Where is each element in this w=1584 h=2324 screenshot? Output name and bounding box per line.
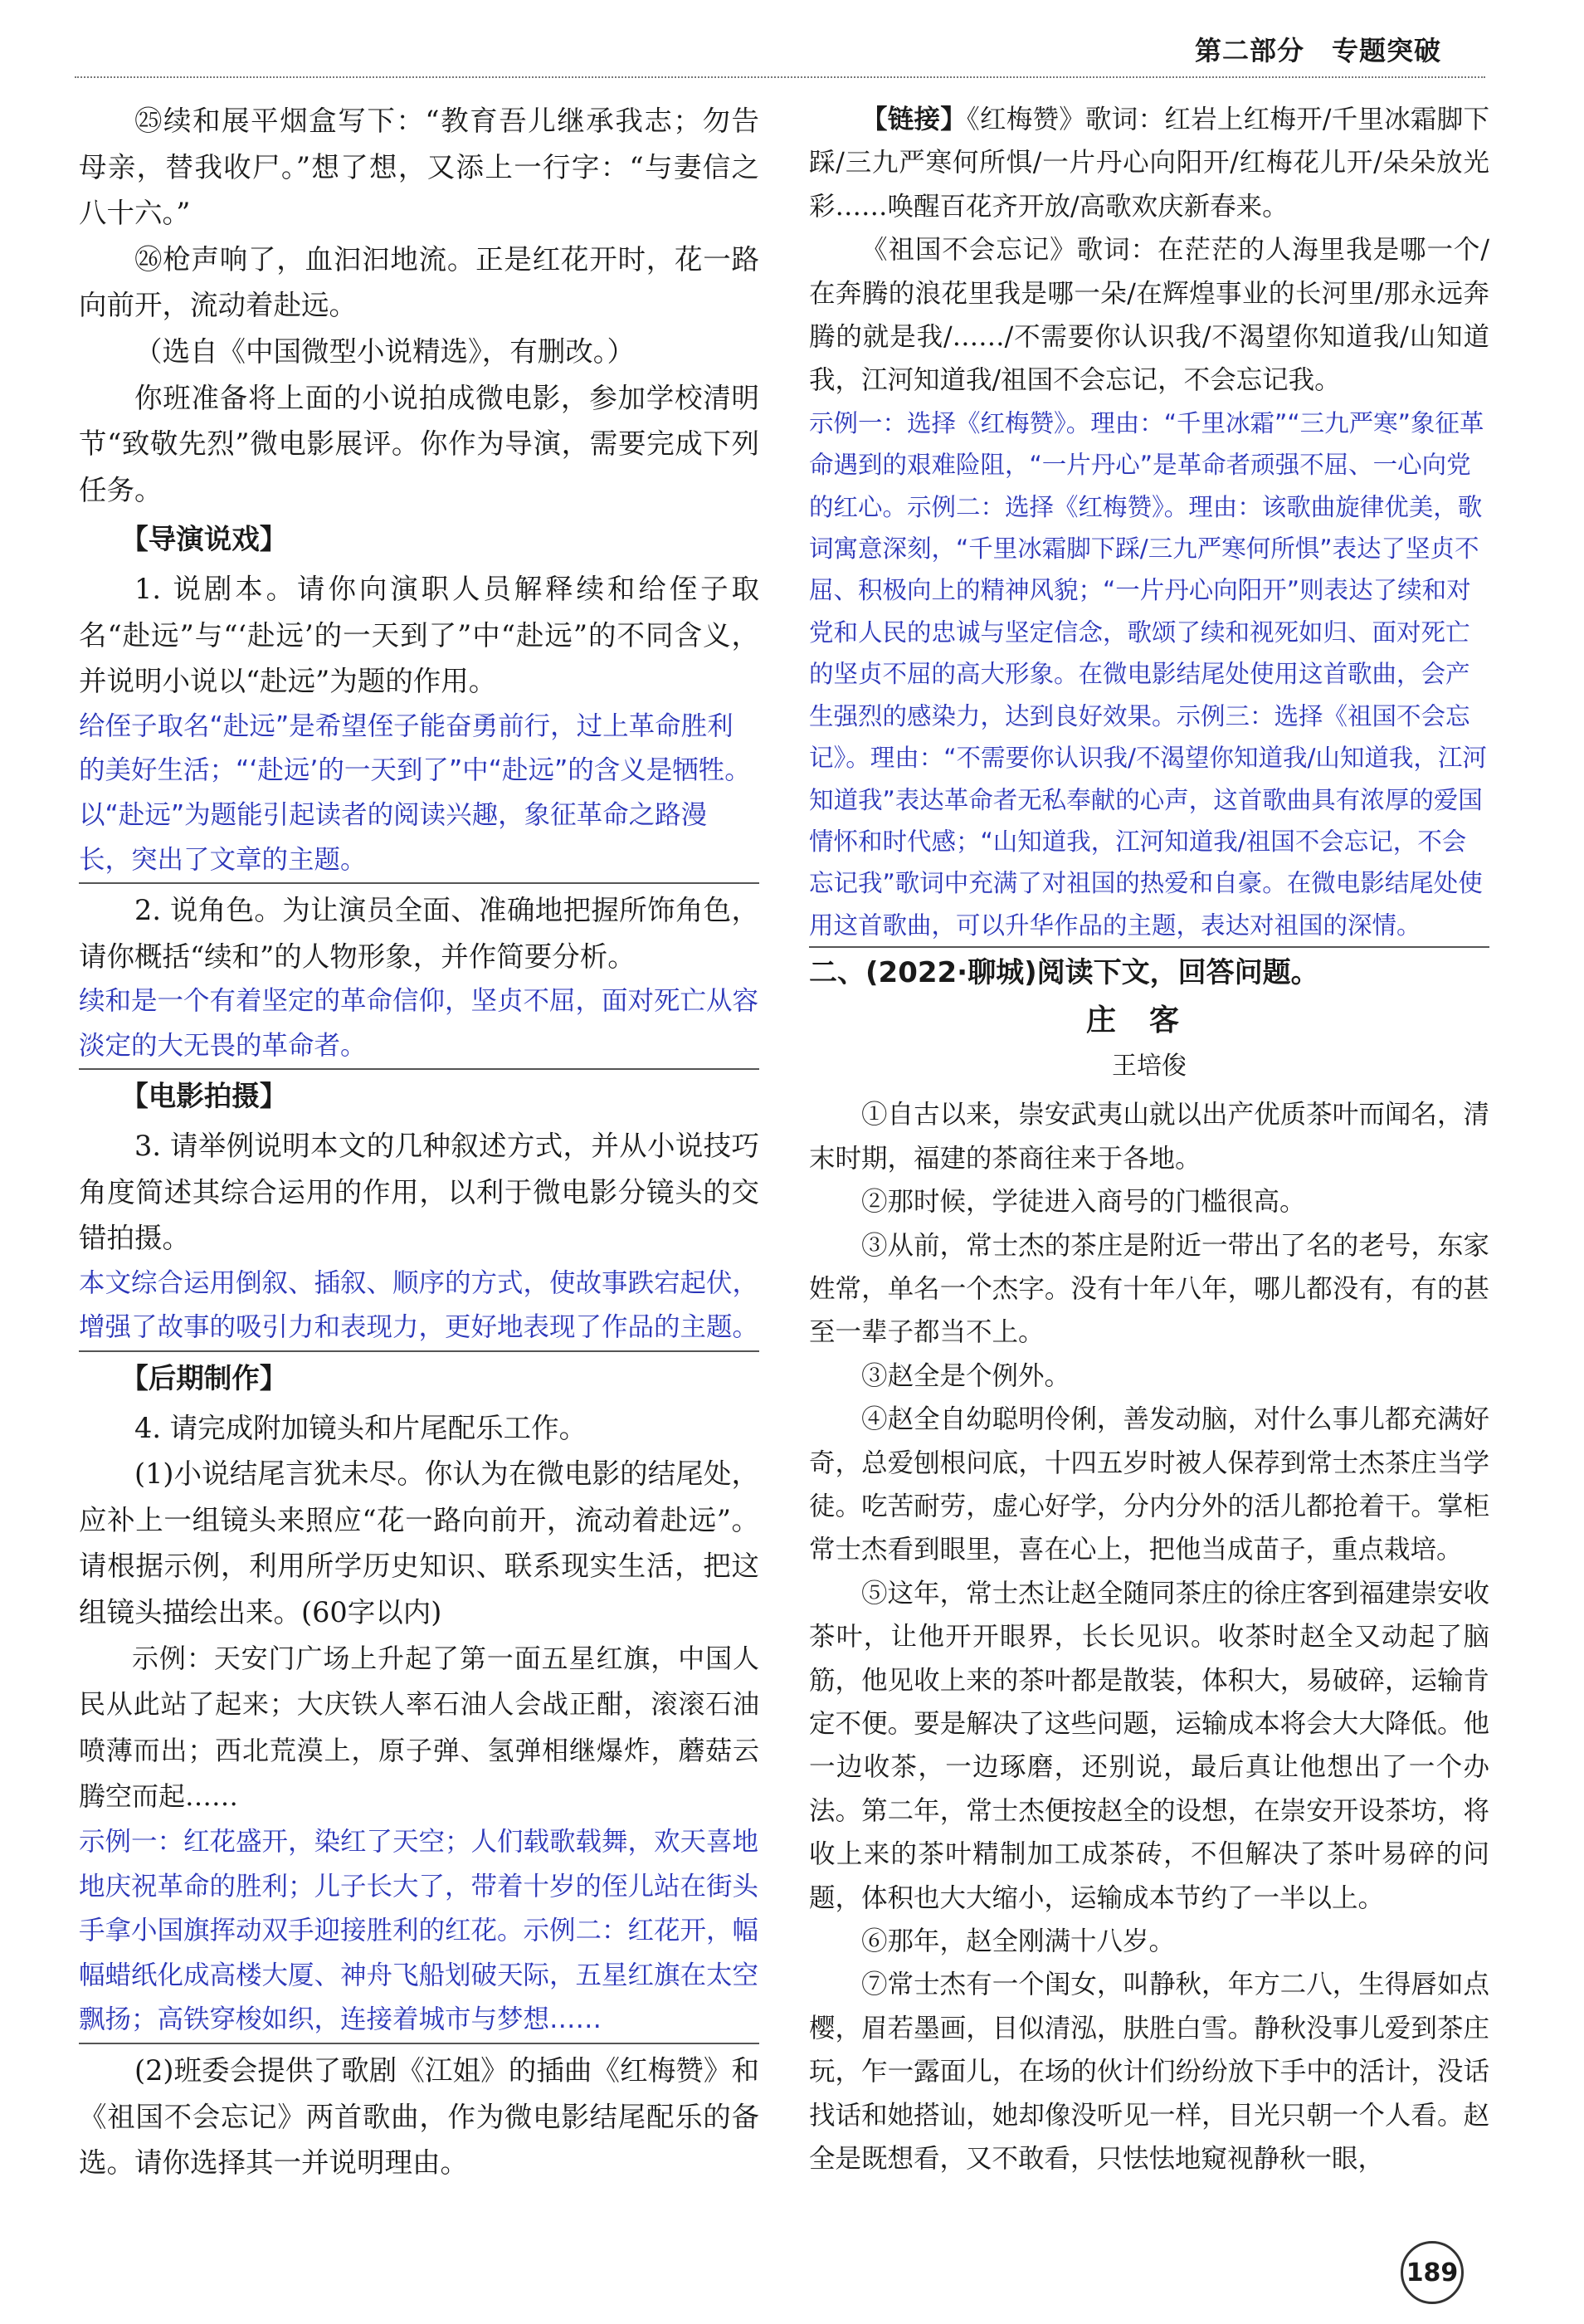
story-paragraph-4: ④赵全自幼聪明伶俐，善发动脑，对什么事儿都充满好奇，总爱刨根问底，十四五岁时被人保荐到常士杰茶庄当学徒。吃苦耐劳，虚心好学，分内分外的活儿都抢着干。掌柜常士杰看到眼里，喜在心上，把他当成苗子，重点栽培。	[809, 1404, 1489, 1565]
right-column	[809, 98, 1489, 2181]
paragraph-25: ㉕续和展平烟盒写下：“教育吾儿继承我志；勿告母亲，替我收尸。”想了想，又添上一行字：“与妻信之八十六。”	[79, 105, 759, 230]
answer-3: 本文综合运用倒叙、插叙、顺序的方式，使故事跌宕起伏，增强了故事的吸引力和表现力，更好地表现了作品的主题。	[79, 1262, 759, 1352]
section-director: 【导演说戏】	[120, 523, 288, 556]
story-paragraph-5: ⑤这年，常士杰让赵全随同茶庄的徐庄客到福建崇安收茶叶，让他开开眼界，长长见识。收茶时赵全又动起了脑筋，他见收上来的茶叶都是散装，体积大，易破碎，运输肯定不便。要是解决了这些问题，运输成本将会大大降低。他一边收茶，一边琢磨，还别说，最后真让他想出了一个办法。第二年，常士杰便按赵全的设想，在崇安开设茶坊，将收上来的茶叶精制加工成茶砖，不但解决了茶叶易碎的问题，体积也大大缩小，运输成本节约了一半以上。	[809, 1578, 1489, 1913]
question-1: 1. 说剧本。请你向演职人员解释续和给侄子取名“赴远”与“‘赴远’的一天到了”中“赴远”的不同含义，并说明小说以“赴远”为题的作用。	[79, 572, 759, 698]
story-paragraph-7: ⑦常士杰有一个闺女，叫静秋，年方二八，生得唇如点樱，眉若墨画，目似清泓，肤胜白雪。静秋没事儿爱到茶庄玩，乍一露面儿，在场的伙计们纷纷放下手中的活计，没话找话和她搭讪，她却像没听见一样，目光只朝一个人看。赵全是既想看，又不敢看，只怯怯地窥视静秋一眼，	[809, 1970, 1489, 2175]
story-paragraph-3b: ③赵全是个例外。	[861, 1360, 1071, 1391]
answer-4-2: 示例一：选择《红梅赞》。理由：“千里冰霜”“三九严寒”象征革命遇到的艰难险阻，“一片丹心”是革命者顽强不屈、一心向党的红心。示例二：选择《红梅赞》。理由：该歌曲旋律优美，歌词寓意深刻，“千里冰霜脚下踩/三九严寒何所惧”表达了坚贞不屈、积极向上的精神风貌；“一片丹心向阳开”则表达了续和对党和人民的忠诚与坚定信念，歌颂了续和视死如归、面对死亡的坚贞不屈的高大形象。在微电影结尾处使用这首歌曲，会产生强烈的感染力，达到良好效果。示例三：选择《祖国不会忘记》。理由：“不需要你认识我/不渴望你知道我/山知道我，江河知道我”表达革命者无私奉献的心声，这首歌曲具有浓厚的爱国情怀和时代感；“山知道我，江河知道我/祖国不会忘记，不会忘记我”歌词中充满了对祖国的热爱和自豪。在微电影结尾处使用这首歌曲，可以升华作品的主题，表达对祖国的深情。	[809, 403, 1489, 948]
question-4: 4. 请完成附加镜头和片尾配乐工作。	[134, 1411, 587, 1444]
link-paragraph-2: 《祖国不会忘记》歌词：在茫茫的人海里我是哪一个/在奔腾的浪花里我是哪一朵/在辉煌事业的长河里/那永远奔腾的就是我/……/不需要你认识我/不渴望你知道我/山知道我，江河知道我/祖国不会忘记，不会忘记我。	[809, 235, 1489, 396]
story-paragraph-6: ⑥那年，赵全刚满十八岁。	[861, 1926, 1176, 1957]
story-author: 王培俊	[1112, 1051, 1187, 1081]
link-label: 【链接】	[861, 105, 967, 134]
story-paragraph-1: ①自古以来，崇安武夷山就以出产优质茶叶而闻名，清末时期，福建的茶商往来于各地。	[809, 1100, 1489, 1174]
section-postproduction: 【后期制作】	[120, 1362, 288, 1395]
answer-2: 续和是一个有着坚定的革命信仰，坚贞不屈，面对死亡从容淡定的大无畏的革命者。	[79, 979, 759, 1070]
question-3: 3. 请举例说明本文的几种叙述方式，并从小说技巧角度简述其综合运用的作用，以利于微电影分镜头的交错拍摄。	[79, 1130, 759, 1255]
left-column	[79, 98, 759, 2186]
paragraph-26: ㉖枪声响了，血汩汩地流。正是红花开时，花一路向前开，流动着赴远。	[79, 242, 759, 322]
question-4-1: (1)小说结尾言犹未尽。你认为在微电影的结尾处，应补上一组镜头来照应“花一路向前开，流动着赴远”。请根据示例，利用所学历史知识、联系现实生活，把这组镜头描绘出来。(60字以内)	[79, 1457, 759, 1628]
header-divider	[75, 76, 1485, 78]
example-text: 示例：天安门广场上升起了第一面五星红旗，中国人民从此站了起来；大庆铁人率石油人会战正酣，滚滚石油喷薄而出；西北荒漠上，原子弹、氢弹相继爆炸，蘑菇云腾空而起……	[79, 1642, 759, 1813]
page-header: 第二部分 专题突破	[1195, 35, 1442, 66]
section-two-title: 二、(2022·聊城)阅读下文，回答问题。	[809, 956, 1319, 990]
task-intro: 你班准备将上面的小说拍成微电影，参加学校清明节“致敬先烈”微电影展评。你作为导演，需要完成下列任务。	[79, 381, 759, 506]
link-paragraph-1	[809, 98, 1489, 228]
story-paragraph-3: ③从前，常士杰的茶庄是附近一带出了名的老号，东家姓常，单名一个杰字。没有十年八年，哪儿都没有，有的甚至一辈子都当不上。	[809, 1230, 1489, 1348]
answer-1: 给侄子取名“赴远”是希望侄子能奋勇前行，过上革命胜利的美好生活；“‘赴远’的一天到了”中“赴远”的含义是牺牲。以“赴远”为题能引起读者的阅读兴趣，象征革命之路漫长，突出了文章的主题。	[79, 705, 759, 884]
link-text-1: 《红梅赞》歌词：红岩上红梅开/千里冰霜脚下踩/三九严寒何所惧/一片丹心向阳开/红梅花儿开/朵朵放光彩……唤醒百花齐开放/高歌欢庆新春来。	[809, 105, 1489, 222]
section-filming: 【电影拍摄】	[120, 1080, 288, 1113]
story-title: 庄客	[1085, 1002, 1212, 1038]
story-paragraph-2: ②那时候，学徒进入商号的门槛很高。	[861, 1187, 1306, 1218]
question-4-2: (2)班委会提供了歌剧《江姐》的插曲《红梅赞》和《祖国不会忘记》两首歌曲，作为微电影结尾配乐的备选。请你选择其一并说明理由。	[79, 2053, 759, 2180]
page-number: 189	[1401, 2241, 1464, 2304]
question-2: 2. 说角色。为让演员全面、准确地把握所饰角色，请你概括“续和”的人物形象，并作简要分析。	[79, 894, 759, 973]
answer-4-1: 示例一：红花盛开，染红了天空；人们载歌载舞，欢天喜地地庆祝革命的胜利；儿子长大了，带着十岁的侄儿站在街头手拿小国旗挥动双手迎接胜利的红花。示例二：红花开，幅幅蜡纸化成高楼大厦、神舟飞船划破天际，五星红旗在太空飘扬；高铁穿梭如织，连接着城市与梦想……	[79, 1820, 759, 2044]
source-note: （选自《中国微型小说精选》，有删改。）	[134, 334, 635, 368]
